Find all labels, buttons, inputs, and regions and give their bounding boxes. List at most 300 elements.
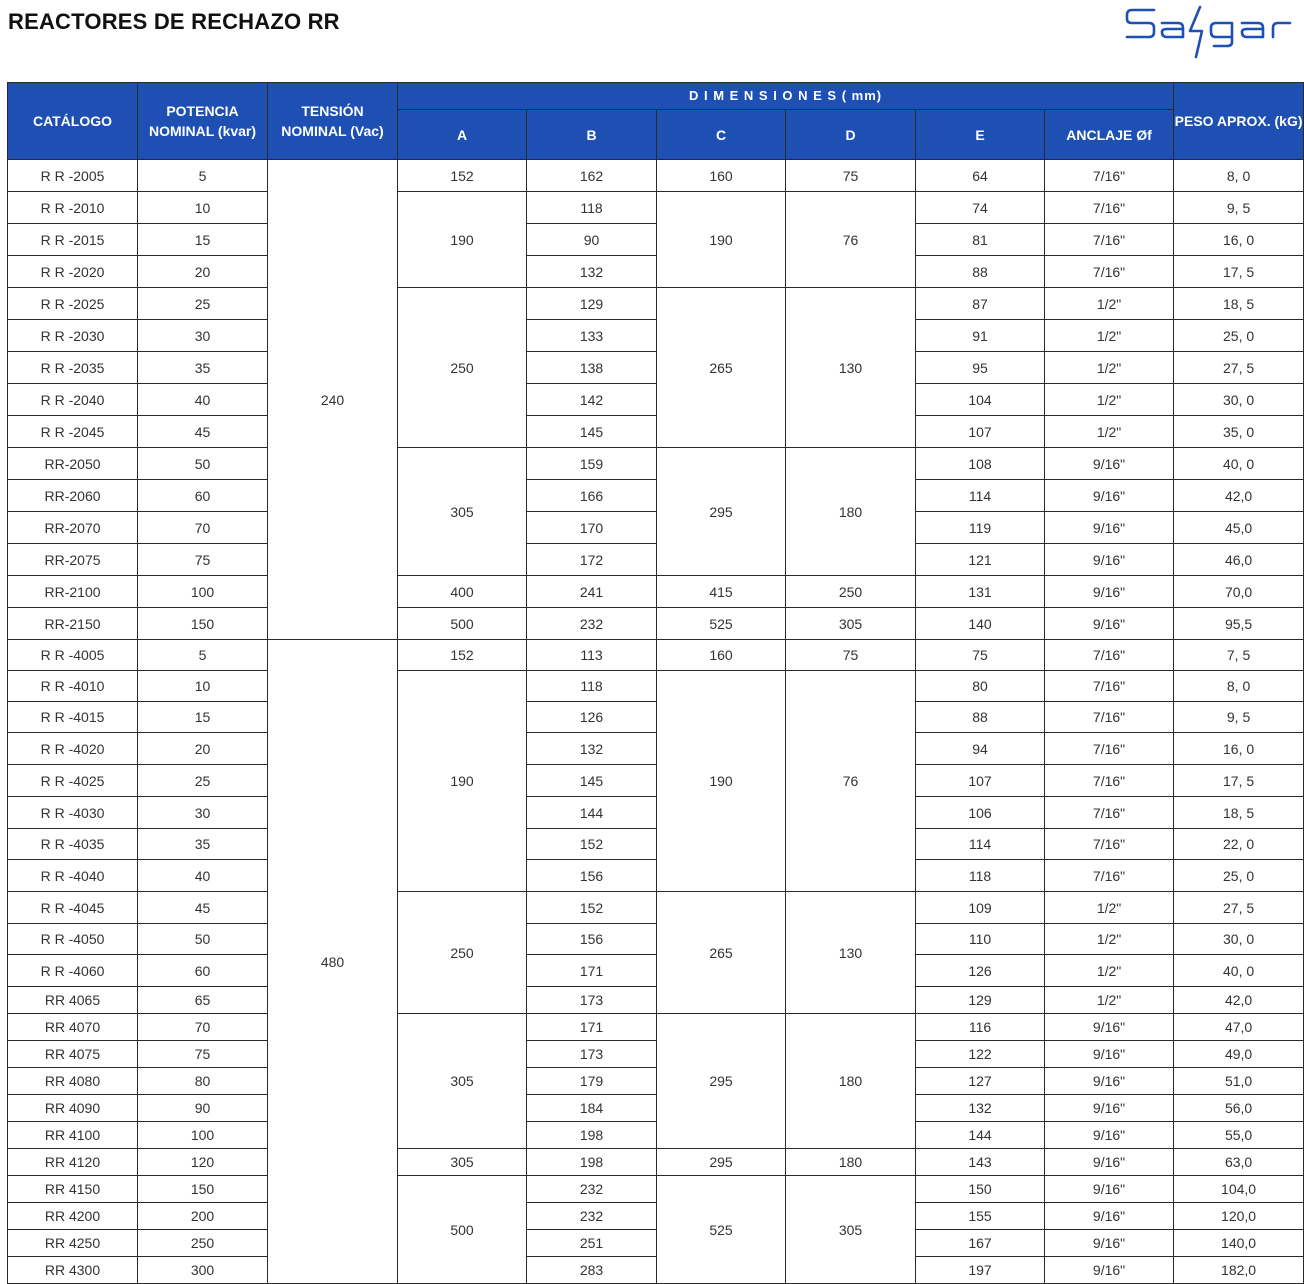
header-a: A (398, 110, 527, 160)
cell-potencia: 50 (138, 448, 268, 480)
cell-catalogo: RR 4200 (8, 1203, 138, 1230)
cell-potencia: 75 (138, 544, 268, 576)
cell-dim-c: 160 (657, 160, 786, 192)
cell-dim-b: 162 (527, 160, 657, 192)
table-row (8, 1095, 1304, 1122)
table-row (8, 1203, 1304, 1230)
table-row (8, 702, 1304, 733)
cell-catalogo: RR-2150 (8, 608, 138, 640)
cell-catalogo: RR 4100 (8, 1122, 138, 1149)
cell-anclaje: 1/2" (1045, 416, 1174, 448)
cell-anclaje: 9/16" (1045, 448, 1174, 480)
cell-dim-a: 400 (398, 576, 527, 608)
cell-tension: 480 (268, 640, 398, 1284)
table-row (8, 160, 1304, 192)
cell-catalogo: R R -4035 (8, 829, 138, 860)
cell-dim-b: 152 (527, 892, 657, 924)
cell-potencia: 35 (138, 352, 268, 384)
cell-potencia: 60 (138, 480, 268, 512)
cell-anclaje: 9/16" (1045, 1203, 1174, 1230)
header-dimensiones: D I M E N S I O N E S ( mm) (398, 83, 1174, 110)
cell-potencia: 250 (138, 1230, 268, 1257)
cell-dim-e: 167 (916, 1230, 1045, 1257)
cell-dim-e: 107 (916, 416, 1045, 448)
cell-dim-b: 251 (527, 1230, 657, 1257)
cell-catalogo: R R -2045 (8, 416, 138, 448)
cell-dim-e: 87 (916, 288, 1045, 320)
cell-potencia: 5 (138, 640, 268, 671)
cell-dim-b: 232 (527, 1176, 657, 1203)
cell-dim-b: 172 (527, 544, 657, 576)
table-row (8, 192, 1304, 224)
cell-potencia: 25 (138, 288, 268, 320)
cell-potencia: 40 (138, 384, 268, 416)
cell-dim-b: 129 (527, 288, 657, 320)
page-title: REACTORES DE RECHAZO RR (8, 9, 340, 34)
cell-dim-b: 145 (527, 765, 657, 797)
cell-anclaje: 9/16" (1045, 1122, 1174, 1149)
cell-catalogo: RR-2075 (8, 544, 138, 576)
cell-dim-b: 118 (527, 192, 657, 224)
cell-anclaje: 1/2" (1045, 320, 1174, 352)
cell-dim-c: 295 (657, 1149, 786, 1176)
cell-dim-e: 74 (916, 192, 1045, 224)
cell-catalogo: RR 4065 (8, 987, 138, 1014)
cell-catalogo: R R -4045 (8, 892, 138, 924)
table-row (8, 448, 1304, 480)
cell-peso: 45,0 (1174, 512, 1304, 544)
cell-anclaje: 9/16" (1045, 1149, 1174, 1176)
cell-peso: 16, 0 (1174, 733, 1304, 765)
cell-dim-a: 305 (398, 448, 527, 576)
cell-dim-e: 106 (916, 797, 1045, 829)
table-row (8, 224, 1304, 256)
cell-dim-e: 107 (916, 765, 1045, 797)
cell-dim-e: 81 (916, 224, 1045, 256)
cell-dim-b: 156 (527, 924, 657, 955)
cell-dim-b: 126 (527, 702, 657, 733)
cell-catalogo: RR 4070 (8, 1014, 138, 1041)
cell-peso: 70,0 (1174, 576, 1304, 608)
cell-dim-e: 114 (916, 829, 1045, 860)
cell-anclaje: 7/16" (1045, 765, 1174, 797)
cell-dim-b: 171 (527, 955, 657, 987)
cell-dim-b: 145 (527, 416, 657, 448)
cell-catalogo: R R -2020 (8, 256, 138, 288)
cell-potencia: 65 (138, 987, 268, 1014)
cell-anclaje: 7/16" (1045, 640, 1174, 671)
cell-dim-a: 152 (398, 160, 527, 192)
cell-potencia: 150 (138, 608, 268, 640)
cell-dim-e: 155 (916, 1203, 1045, 1230)
cell-peso: 104,0 (1174, 1176, 1304, 1203)
cell-anclaje: 7/16" (1045, 671, 1174, 702)
cell-anclaje: 9/16" (1045, 1257, 1174, 1284)
cell-peso: 120,0 (1174, 1203, 1304, 1230)
cell-peso: 40, 0 (1174, 955, 1304, 987)
table-row (8, 1041, 1304, 1068)
cell-catalogo: R R -4030 (8, 797, 138, 829)
table-row (8, 829, 1304, 860)
cell-anclaje: 9/16" (1045, 1014, 1174, 1041)
cell-peso: 8, 0 (1174, 160, 1304, 192)
cell-dim-b: 132 (527, 256, 657, 288)
cell-dim-e: 144 (916, 1122, 1045, 1149)
cell-dim-a: 500 (398, 608, 527, 640)
cell-dim-e: 94 (916, 733, 1045, 765)
table-row (8, 671, 1304, 702)
cell-peso: 42,0 (1174, 987, 1304, 1014)
cell-dim-b: 232 (527, 1203, 657, 1230)
cell-peso: 42,0 (1174, 480, 1304, 512)
cell-catalogo: R R -4005 (8, 640, 138, 671)
cell-dim-a: 190 (398, 671, 527, 892)
header-d: D (786, 110, 916, 160)
cell-anclaje: 7/16" (1045, 797, 1174, 829)
cell-catalogo: R R -4025 (8, 765, 138, 797)
cell-peso: 25, 0 (1174, 860, 1304, 892)
cell-catalogo: R R -2015 (8, 224, 138, 256)
cell-catalogo: RR-2070 (8, 512, 138, 544)
cell-anclaje: 9/16" (1045, 1230, 1174, 1257)
cell-potencia: 300 (138, 1257, 268, 1284)
cell-potencia: 100 (138, 576, 268, 608)
cell-catalogo: R R -2040 (8, 384, 138, 416)
table-row (8, 544, 1304, 576)
header-tension: TENSIÓN NOMINAL (Vac) (268, 83, 398, 160)
table-row (8, 256, 1304, 288)
cell-dim-e: 109 (916, 892, 1045, 924)
cell-dim-e: 121 (916, 544, 1045, 576)
cell-dim-b: 166 (527, 480, 657, 512)
cell-peso: 30, 0 (1174, 384, 1304, 416)
cell-catalogo: R R -2005 (8, 160, 138, 192)
cell-dim-b: 133 (527, 320, 657, 352)
cell-potencia: 10 (138, 671, 268, 702)
cell-catalogo: R R -2030 (8, 320, 138, 352)
cell-catalogo: RR-2100 (8, 576, 138, 608)
cell-anclaje: 9/16" (1045, 1095, 1174, 1122)
cell-peso: 16, 0 (1174, 224, 1304, 256)
cell-dim-e: 119 (916, 512, 1045, 544)
cell-dim-c: 160 (657, 640, 786, 671)
cell-dim-b: 198 (527, 1149, 657, 1176)
cell-dim-e: 126 (916, 955, 1045, 987)
cell-potencia: 200 (138, 1203, 268, 1230)
cell-peso: 63,0 (1174, 1149, 1304, 1176)
cell-peso: 25, 0 (1174, 320, 1304, 352)
cell-potencia: 120 (138, 1149, 268, 1176)
cell-anclaje: 1/2" (1045, 924, 1174, 955)
cell-dim-a: 250 (398, 288, 527, 448)
table-row (8, 1257, 1304, 1284)
cell-dim-d: 305 (786, 1176, 916, 1284)
header-catalogo: CATÁLOGO (8, 83, 138, 160)
cell-dim-b: 90 (527, 224, 657, 256)
cell-tension: 240 (268, 160, 398, 640)
cell-peso: 56,0 (1174, 1095, 1304, 1122)
cell-dim-b: 152 (527, 829, 657, 860)
cell-anclaje: 9/16" (1045, 1041, 1174, 1068)
cell-peso: 140,0 (1174, 1230, 1304, 1257)
cell-potencia: 75 (138, 1041, 268, 1068)
cell-peso: 182,0 (1174, 1257, 1304, 1284)
cell-dim-d: 130 (786, 892, 916, 1014)
cell-dim-a: 250 (398, 892, 527, 1014)
table-row (8, 640, 1304, 671)
cell-dim-e: 88 (916, 256, 1045, 288)
cell-dim-b: 232 (527, 608, 657, 640)
cell-dim-d: 76 (786, 192, 916, 288)
cell-anclaje: 1/2" (1045, 384, 1174, 416)
cell-catalogo: RR 4080 (8, 1068, 138, 1095)
cell-catalogo: R R -4040 (8, 860, 138, 892)
table-row (8, 955, 1304, 987)
table-row (8, 1014, 1304, 1041)
cell-dim-e: 127 (916, 1068, 1045, 1095)
cell-peso: 95,5 (1174, 608, 1304, 640)
cell-dim-c: 525 (657, 608, 786, 640)
cell-dim-e: 132 (916, 1095, 1045, 1122)
cell-dim-d: 180 (786, 1014, 916, 1149)
cell-peso: 51,0 (1174, 1068, 1304, 1095)
cell-catalogo: R R -4010 (8, 671, 138, 702)
cell-dim-b: 159 (527, 448, 657, 480)
cell-peso: 9, 5 (1174, 192, 1304, 224)
cell-peso: 9, 5 (1174, 702, 1304, 733)
cell-potencia: 40 (138, 860, 268, 892)
spec-table (7, 82, 1304, 1284)
table-row (8, 480, 1304, 512)
cell-anclaje: 1/2" (1045, 955, 1174, 987)
cell-potencia: 15 (138, 702, 268, 733)
cell-dim-c: 525 (657, 1176, 786, 1284)
cell-dim-b: 173 (527, 1041, 657, 1068)
cell-dim-b: 138 (527, 352, 657, 384)
cell-dim-e: 88 (916, 702, 1045, 733)
cell-peso: 18, 5 (1174, 288, 1304, 320)
cell-catalogo: RR 4250 (8, 1230, 138, 1257)
cell-anclaje: 7/16" (1045, 860, 1174, 892)
cell-potencia: 20 (138, 256, 268, 288)
table-row (8, 733, 1304, 765)
table-row (8, 1176, 1304, 1203)
cell-peso: 47,0 (1174, 1014, 1304, 1041)
cell-dim-b: 118 (527, 671, 657, 702)
header-c: C (657, 110, 786, 160)
cell-anclaje: 7/16" (1045, 192, 1174, 224)
cell-potencia: 35 (138, 829, 268, 860)
cell-dim-b: 283 (527, 1257, 657, 1284)
cell-potencia: 5 (138, 160, 268, 192)
cell-potencia: 50 (138, 924, 268, 955)
table-row (8, 288, 1304, 320)
cell-peso: 7, 5 (1174, 640, 1304, 671)
cell-potencia: 60 (138, 955, 268, 987)
table-body (8, 160, 1304, 1284)
cell-anclaje: 7/16" (1045, 829, 1174, 860)
cell-anclaje: 7/16" (1045, 160, 1174, 192)
cell-catalogo: RR 4090 (8, 1095, 138, 1122)
cell-potencia: 80 (138, 1068, 268, 1095)
cell-potencia: 100 (138, 1122, 268, 1149)
cell-dim-e: 197 (916, 1257, 1045, 1284)
table-row (8, 512, 1304, 544)
cell-peso: 30, 0 (1174, 924, 1304, 955)
cell-dim-e: 143 (916, 1149, 1045, 1176)
cell-peso: 55,0 (1174, 1122, 1304, 1149)
table-row (8, 765, 1304, 797)
cell-dim-b: 156 (527, 860, 657, 892)
cell-dim-a: 500 (398, 1176, 527, 1284)
cell-catalogo: RR-2060 (8, 480, 138, 512)
table-row (8, 416, 1304, 448)
table-row (8, 987, 1304, 1014)
cell-potencia: 90 (138, 1095, 268, 1122)
cell-dim-c: 190 (657, 671, 786, 892)
cell-anclaje: 9/16" (1045, 1068, 1174, 1095)
cell-dim-c: 265 (657, 288, 786, 448)
cell-catalogo: RR 4075 (8, 1041, 138, 1068)
table-row (8, 320, 1304, 352)
cell-potencia: 30 (138, 797, 268, 829)
cell-catalogo: R R -4060 (8, 955, 138, 987)
cell-peso: 22, 0 (1174, 829, 1304, 860)
cell-catalogo: R R -2035 (8, 352, 138, 384)
cell-dim-d: 180 (786, 448, 916, 576)
cell-dim-b: 171 (527, 1014, 657, 1041)
cell-dim-a: 305 (398, 1014, 527, 1149)
header-e: E (916, 110, 1045, 160)
cell-catalogo: R R -4020 (8, 733, 138, 765)
cell-dim-a: 190 (398, 192, 527, 288)
cell-dim-e: 114 (916, 480, 1045, 512)
cell-anclaje: 7/16" (1045, 733, 1174, 765)
cell-dim-d: 305 (786, 608, 916, 640)
table-row (8, 892, 1304, 924)
cell-anclaje: 9/16" (1045, 576, 1174, 608)
cell-dim-e: 108 (916, 448, 1045, 480)
cell-dim-e: 104 (916, 384, 1045, 416)
header-anclaje: ANCLAJE Øf (1045, 110, 1174, 160)
cell-anclaje: 1/2" (1045, 352, 1174, 384)
cell-peso: 46,0 (1174, 544, 1304, 576)
cell-dim-c: 190 (657, 192, 786, 288)
cell-dim-b: 184 (527, 1095, 657, 1122)
cell-dim-e: 95 (916, 352, 1045, 384)
cell-peso: 40, 0 (1174, 448, 1304, 480)
cell-dim-d: 180 (786, 1149, 916, 1176)
cell-dim-d: 76 (786, 671, 916, 892)
cell-anclaje: 7/16" (1045, 256, 1174, 288)
cell-potencia: 70 (138, 1014, 268, 1041)
cell-dim-d: 130 (786, 288, 916, 448)
cell-dim-a: 305 (398, 1149, 527, 1176)
header-peso: PESO APROX. (kG) (1174, 83, 1304, 160)
cell-catalogo: RR 4150 (8, 1176, 138, 1203)
cell-peso: 27, 5 (1174, 352, 1304, 384)
cell-dim-e: 140 (916, 608, 1045, 640)
cell-peso: 17, 5 (1174, 256, 1304, 288)
table-row (8, 860, 1304, 892)
cell-dim-e: 131 (916, 576, 1045, 608)
cell-potencia: 20 (138, 733, 268, 765)
cell-dim-c: 265 (657, 892, 786, 1014)
cell-dim-d: 75 (786, 160, 916, 192)
cell-dim-c: 295 (657, 1014, 786, 1149)
table-row (8, 924, 1304, 955)
table-row (8, 1149, 1304, 1176)
cell-dim-e: 122 (916, 1041, 1045, 1068)
table-row (8, 576, 1304, 608)
cell-dim-a: 152 (398, 640, 527, 671)
cell-dim-e: 118 (916, 860, 1045, 892)
cell-dim-c: 295 (657, 448, 786, 576)
cell-catalogo: R R -4050 (8, 924, 138, 955)
cell-catalogo: R R -4015 (8, 702, 138, 733)
cell-dim-c: 415 (657, 576, 786, 608)
table-row (8, 384, 1304, 416)
cell-potencia: 70 (138, 512, 268, 544)
cell-potencia: 150 (138, 1176, 268, 1203)
table-row (8, 608, 1304, 640)
cell-peso: 49,0 (1174, 1041, 1304, 1068)
cell-peso: 17, 5 (1174, 765, 1304, 797)
cell-dim-e: 80 (916, 671, 1045, 702)
cell-catalogo: RR 4120 (8, 1149, 138, 1176)
header-potencia: POTENCIA NOMINAL (kvar) (138, 83, 268, 160)
cell-dim-e: 150 (916, 1176, 1045, 1203)
cell-peso: 18, 5 (1174, 797, 1304, 829)
cell-dim-b: 144 (527, 797, 657, 829)
cell-potencia: 45 (138, 416, 268, 448)
cell-catalogo: R R -2010 (8, 192, 138, 224)
cell-dim-d: 250 (786, 576, 916, 608)
cell-anclaje: 9/16" (1045, 608, 1174, 640)
cell-dim-e: 129 (916, 987, 1045, 1014)
header-b: B (527, 110, 657, 160)
cell-anclaje: 1/2" (1045, 892, 1174, 924)
cell-anclaje: 9/16" (1045, 1176, 1174, 1203)
cell-potencia: 30 (138, 320, 268, 352)
cell-dim-e: 64 (916, 160, 1045, 192)
cell-dim-e: 110 (916, 924, 1045, 955)
cell-anclaje: 9/16" (1045, 512, 1174, 544)
cell-catalogo: R R -2025 (8, 288, 138, 320)
cell-dim-e: 91 (916, 320, 1045, 352)
table-row (8, 352, 1304, 384)
cell-dim-e: 116 (916, 1014, 1045, 1041)
cell-dim-b: 142 (527, 384, 657, 416)
cell-dim-d: 75 (786, 640, 916, 671)
cell-anclaje: 7/16" (1045, 224, 1174, 256)
table-row (8, 1068, 1304, 1095)
cell-catalogo: RR-2050 (8, 448, 138, 480)
cell-potencia: 25 (138, 765, 268, 797)
company-logo (1120, 2, 1302, 60)
cell-dim-b: 173 (527, 987, 657, 1014)
cell-potencia: 15 (138, 224, 268, 256)
cell-dim-b: 198 (527, 1122, 657, 1149)
table-row (8, 1230, 1304, 1257)
cell-catalogo: RR 4300 (8, 1257, 138, 1284)
cell-dim-b: 179 (527, 1068, 657, 1095)
cell-peso: 35, 0 (1174, 416, 1304, 448)
cell-dim-b: 241 (527, 576, 657, 608)
cell-peso: 27, 5 (1174, 892, 1304, 924)
cell-anclaje: 7/16" (1045, 702, 1174, 733)
cell-peso: 8, 0 (1174, 671, 1304, 702)
